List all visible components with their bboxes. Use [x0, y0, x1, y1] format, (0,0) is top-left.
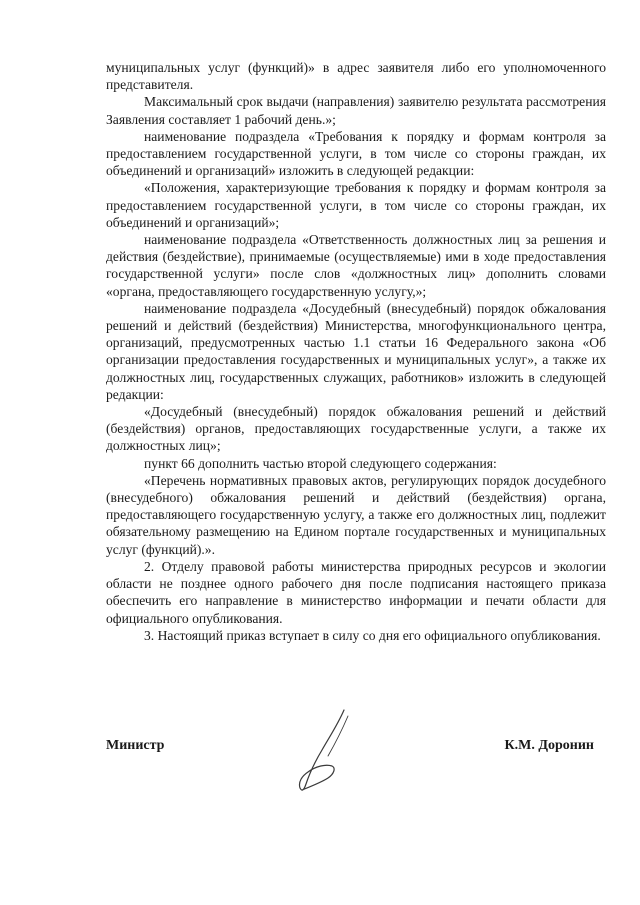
paragraph-list-of-acts: «Перечень нормативных правовых актов, регулирующих порядок досудебного (внесудебного) обжалования решений и действий (бездействия) органа, предоставляющего государственную услугу, а также его должностных лиц, подлежит обязательному размещению на Едином портале государственных и муниципальных услуг (функций).».	[106, 472, 606, 557]
paragraph-item-66: пункт 66 дополнить частью второй следующего содержания:	[144, 455, 497, 471]
paragraph-deadline: Максимальный срок выдачи (направления) заявителю результата рассмотрения Заявления составляет 1 рабочий день.»;	[106, 94, 606, 127]
paragraph-appeal-new-text: «Досудебный (внесудебный) порядок обжалования решений и действий (бездействия) органов, предоставляющих государственные услуги, а также их должностных лиц»;	[106, 404, 606, 454]
paragraph-control-heading: наименование подраздела «Требования к порядку и формам контроля за предоставлением государственной услуги, в том числе со стороны граждан, их объединений и организаций» изложить в следующей редакции:	[106, 128, 606, 179]
document-body	[106, 59, 606, 644]
signatory-title: Министр	[106, 738, 165, 753]
signatory-name: К.М. Доронин	[504, 738, 594, 753]
paragraph-item-2: 2. Отделу правовой работы министерства природных ресурсов и экологии области не позднее одного рабочего дня после подписания настоящего приказа обеспечить его направление в министерство информации и печати области для официального опубликования.	[106, 558, 606, 626]
paragraph-appeal-heading: наименование подраздела «Досудебный (внесудебный) порядок обжалования решений и действий (бездействия) Министерства, многофункционального центра, организаций, предусмотренных частью 1.1 статьи 16 Федерального закона «Об организации предоставления государственных и муниципальных услуг», а также их должностных лиц, государственных служащих, работников» изложить в следующей редакции:	[106, 300, 606, 402]
paragraph-control-new-text: «Положения, характеризующие требования к порядку и формам контроля за предоставлением государственной услуги, в том числе со стороны граждан, их объединений и организаций»;	[106, 180, 606, 230]
paragraph-item-3: 3. Настоящий приказ вступает в силу со дня его официального опубликования.	[144, 627, 601, 643]
paragraph-continuation: муниципальных услуг (функций)» в адрес заявителя либо его уполномоченного представителя.	[106, 60, 606, 93]
paragraph-responsibility: наименование подраздела «Ответственность должностных лиц за решения и действия (бездействие), принимаемые (осуществляемые) ими в ходе предоставления государственной услуги» после слов «должностных лиц» дополнить словами «органа, предоставляющего государственную услугу,»;	[106, 232, 606, 299]
handwritten-signature	[282, 706, 362, 796]
